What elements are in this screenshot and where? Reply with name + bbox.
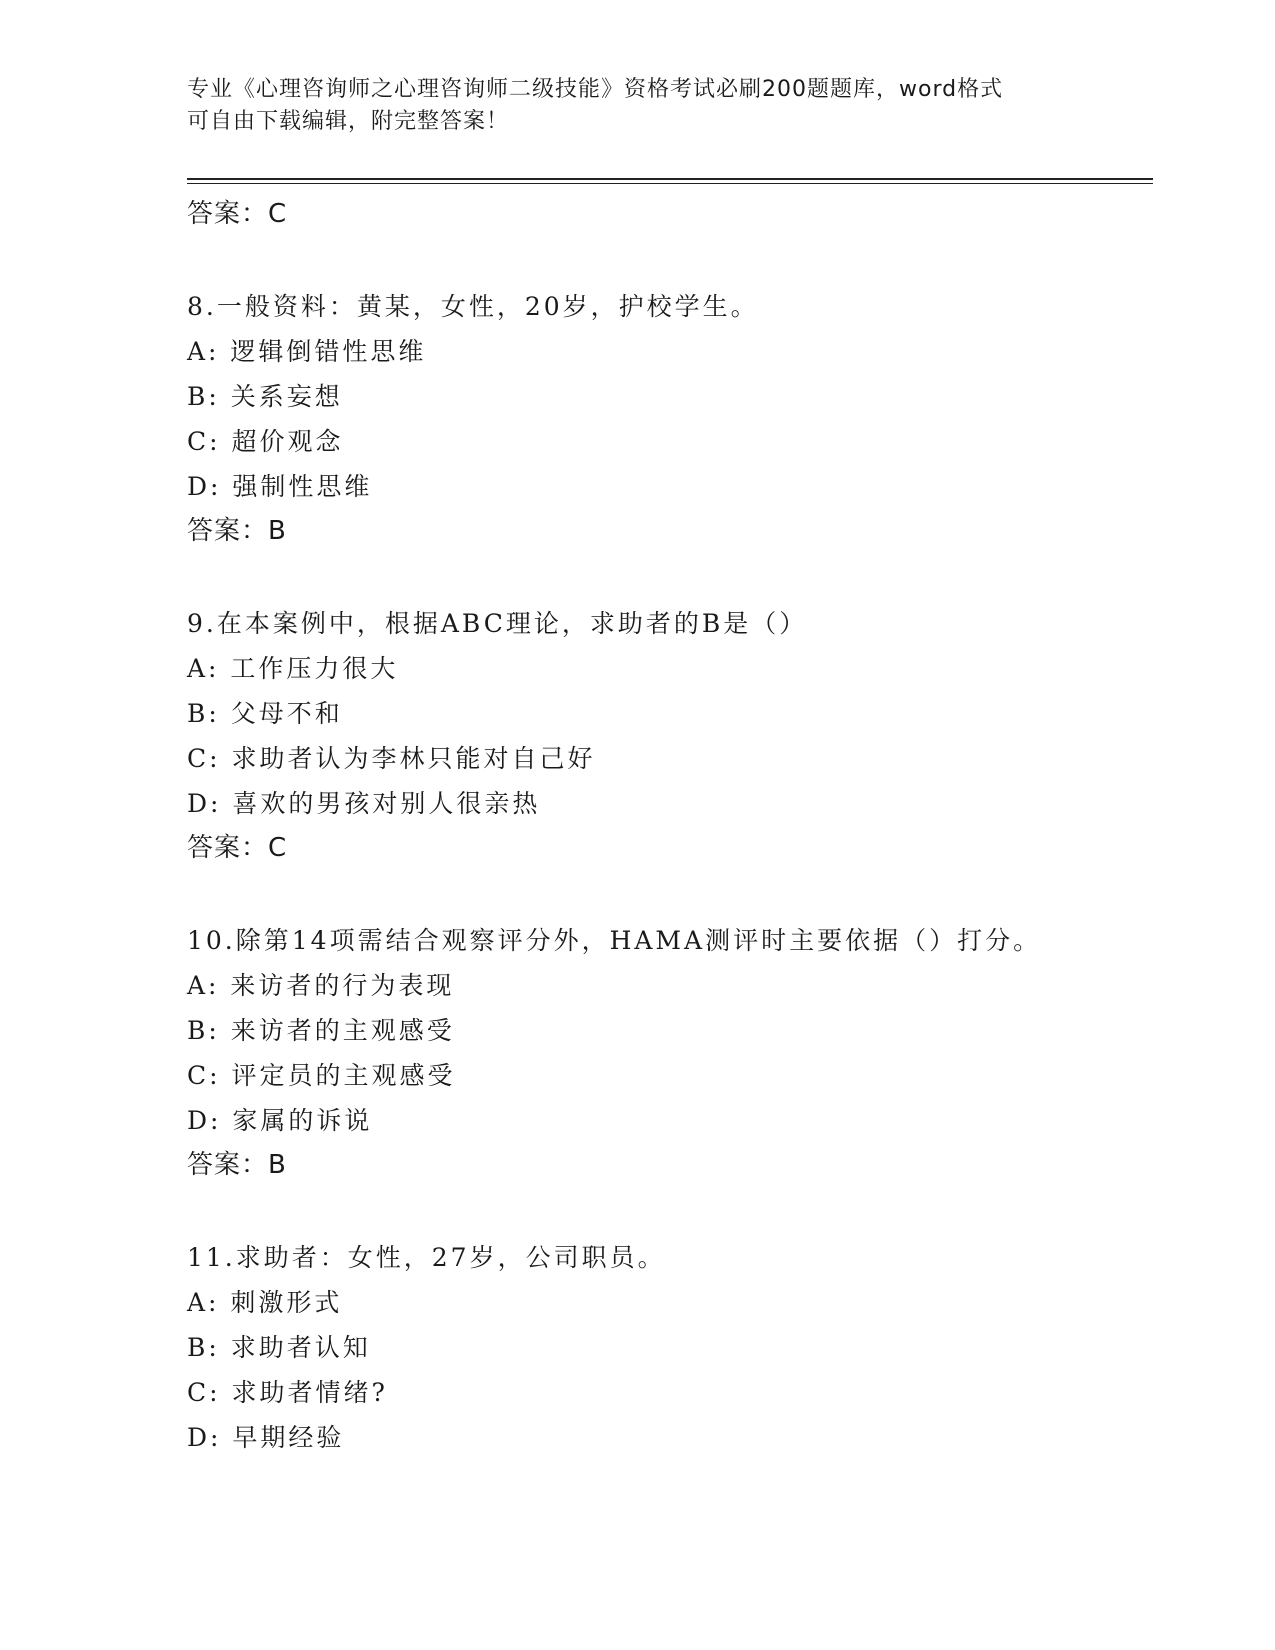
option-d: D: 早期经验 xyxy=(187,1423,345,1452)
header-line-2: 可自由下载编辑，附完整答案！ xyxy=(187,109,510,134)
option-c: C: 评定员的主观感受 xyxy=(187,1061,456,1090)
answer-line: 答案：B xyxy=(187,516,287,546)
option-d: D: 家属的诉说 xyxy=(187,1106,373,1135)
option-a: A: 刺激形式 xyxy=(187,1288,343,1317)
option-d: D: 强制性思维 xyxy=(187,472,373,501)
question-list xyxy=(187,192,1153,1460)
option-c: C: 求助者认为李林只能对自己好 xyxy=(187,744,596,773)
option-d: D: 喜欢的男孩对别人很亲热 xyxy=(187,789,541,818)
header-divider xyxy=(187,178,1153,184)
question-stem: 11.求助者：女性，27岁，公司职员。 xyxy=(187,1243,666,1272)
option-b: B: 来访者的主观感受 xyxy=(187,1016,455,1045)
answer-line: 答案：C xyxy=(187,833,288,863)
question-block xyxy=(187,284,1153,554)
option-a: A: 逻辑倒错性思维 xyxy=(187,337,427,366)
answer-line: 答案：B xyxy=(187,1150,287,1180)
option-b: B: 关系妄想 xyxy=(187,382,343,411)
option-a: A: 工作压力很大 xyxy=(187,654,399,683)
question-stem: 10.除第14项需结合观察评分外，HAMA测评时主要依据（）打分。 xyxy=(187,926,1042,955)
option-c: C: 求助者情绪? xyxy=(187,1378,388,1407)
answer-line: 答案：C xyxy=(187,199,288,229)
question-block xyxy=(187,918,1153,1188)
option-a: A: 来访者的行为表现 xyxy=(187,971,455,1000)
question-stem: 9.在本案例中，根据ABC理论，求助者的B是（） xyxy=(187,609,808,638)
option-b: B: 求助者认知 xyxy=(187,1333,371,1362)
header-line-1: 专业《心理咨询师之心理咨询师二级技能》资格考试必刷200题题库，word格式 xyxy=(187,77,1004,102)
option-b: B: 父母不和 xyxy=(187,699,343,728)
question-block xyxy=(187,601,1153,871)
question-stem: 8.一般资料：黄某，女性，20岁，护校学生。 xyxy=(187,292,759,321)
document-header xyxy=(187,74,1087,138)
question-block xyxy=(187,1235,1153,1460)
option-c: C: 超价观念 xyxy=(187,427,344,456)
